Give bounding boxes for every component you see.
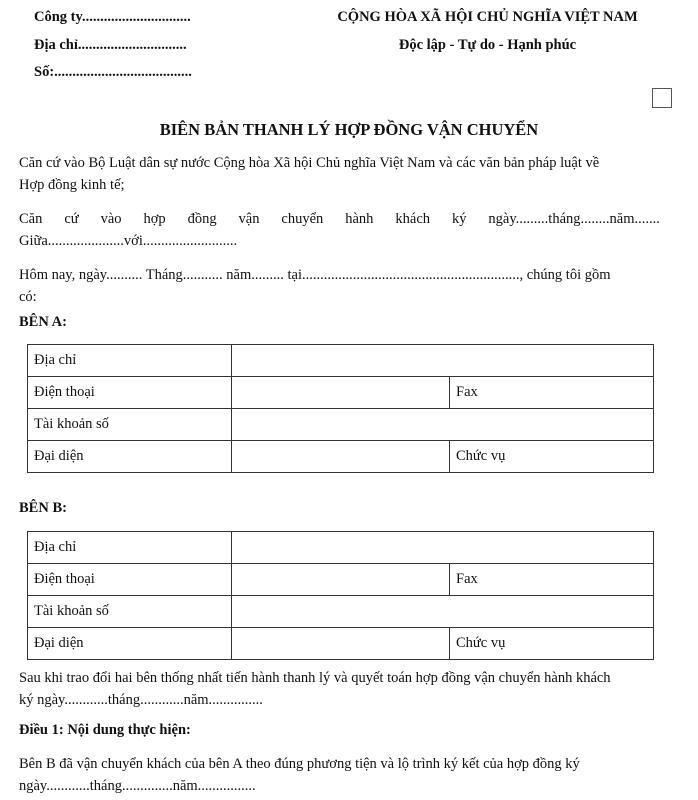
fax-label: Fax	[450, 377, 654, 409]
liquidation-paragraph	[19, 667, 660, 711]
party-b-table	[27, 531, 654, 660]
page-title: BIÊN BẢN THANH LÝ HỢP ĐỒNG VẬN CHUYỂN	[159, 120, 539, 139]
today-paragraph	[19, 264, 660, 308]
word: vào	[100, 211, 122, 227]
liquidation-line-1	[19, 667, 660, 689]
company-field: Công ty..............................	[34, 9, 191, 25]
word: đồng	[187, 211, 217, 227]
between-line: Giữa.....................với..........................	[19, 233, 238, 249]
address-value-cell[interactable]	[232, 345, 654, 377]
table-row	[28, 532, 654, 564]
today-line-2: có:	[19, 289, 37, 305]
phone-value-cell[interactable]	[232, 564, 450, 596]
table-row	[28, 441, 654, 473]
liquidation-line-2: ký ngày............tháng............năm...............	[19, 692, 263, 708]
liquidation-text: Sau khi trao đổi hai bên thống nhất tiến hành thanh lý và quyết toán hợp đồng vận chuyển hành khách	[19, 670, 611, 686]
basis-paragraph-1	[19, 152, 660, 196]
representative-value-cell[interactable]	[232, 441, 450, 473]
position-label: Chức vụ	[450, 628, 654, 660]
article-1-line-2: ngày............tháng..............năm................	[19, 778, 256, 794]
word: Căn	[19, 211, 43, 227]
word: vận	[238, 211, 260, 227]
party-a-heading: BÊN A:	[19, 314, 67, 330]
basis-1-line-1	[19, 152, 660, 174]
representative-value-cell[interactable]	[232, 628, 450, 660]
account-label: Tài khoản số	[28, 409, 232, 441]
phone-value-cell[interactable]	[232, 377, 450, 409]
number-field: Số:......................................	[34, 64, 192, 80]
table-row	[28, 409, 654, 441]
table-row	[28, 377, 654, 409]
checkbox[interactable]	[652, 88, 672, 108]
today-line-1	[19, 264, 660, 286]
article-1-text: Bên B đã vận chuyển khách của bên A theo đúng phương tiện và lộ trình ký kết của hợp đồng ký	[19, 756, 580, 772]
article-1-line-1	[19, 753, 660, 775]
motto-heading: Độc lập - Tự do - Hạnh phúc	[398, 37, 577, 53]
word: cứ	[64, 211, 79, 227]
phone-label: Điện thoại	[28, 377, 232, 409]
position-label: Chức vụ	[450, 441, 654, 473]
table-row	[28, 564, 654, 596]
address-value-cell[interactable]	[232, 532, 654, 564]
word: ngày.........tháng........năm.......	[488, 211, 660, 227]
basis-2-line-1	[19, 208, 660, 230]
table-row	[28, 596, 654, 628]
phone-label: Điện thoại	[28, 564, 232, 596]
word: hợp	[143, 211, 166, 227]
basis-1-line-2: Hợp đồng kinh tế;	[19, 177, 125, 193]
address-label: Địa chỉ	[28, 532, 232, 564]
basis-paragraph-2	[19, 208, 660, 252]
word: chuyển	[281, 211, 324, 227]
account-value-cell[interactable]	[232, 409, 654, 441]
word: hành	[345, 211, 374, 227]
party-b-heading: BÊN B:	[19, 500, 67, 516]
representative-label: Đại diện	[28, 628, 232, 660]
fax-label: Fax	[450, 564, 654, 596]
party-a-table	[27, 344, 654, 473]
table-row	[28, 345, 654, 377]
word: ký	[451, 211, 467, 227]
address-field: Địa chỉ..............................	[34, 37, 187, 53]
account-label: Tài khoản số	[28, 596, 232, 628]
address-label: Địa chỉ	[28, 345, 232, 377]
today-text: Hôm nay, ngày.......... Tháng........... năm......... tại............................................................, chúng tôi gồm	[19, 267, 611, 283]
representative-label: Đại diện	[28, 441, 232, 473]
word: khách	[395, 211, 431, 227]
nation-heading: CỘNG HÒA XÃ HỘI CHỦ NGHĨA VIỆT NAM	[337, 9, 638, 25]
basis-1-text: Căn cứ vào Bộ Luật dân sự nước Cộng hòa Xã hội Chủ nghĩa Việt Nam và các văn bản pháp luật về	[19, 155, 600, 171]
article-1-paragraph	[19, 753, 660, 797]
article-1-heading: Điều 1: Nội dung thực hiện:	[19, 722, 191, 738]
account-value-cell[interactable]	[232, 596, 654, 628]
table-row	[28, 628, 654, 660]
